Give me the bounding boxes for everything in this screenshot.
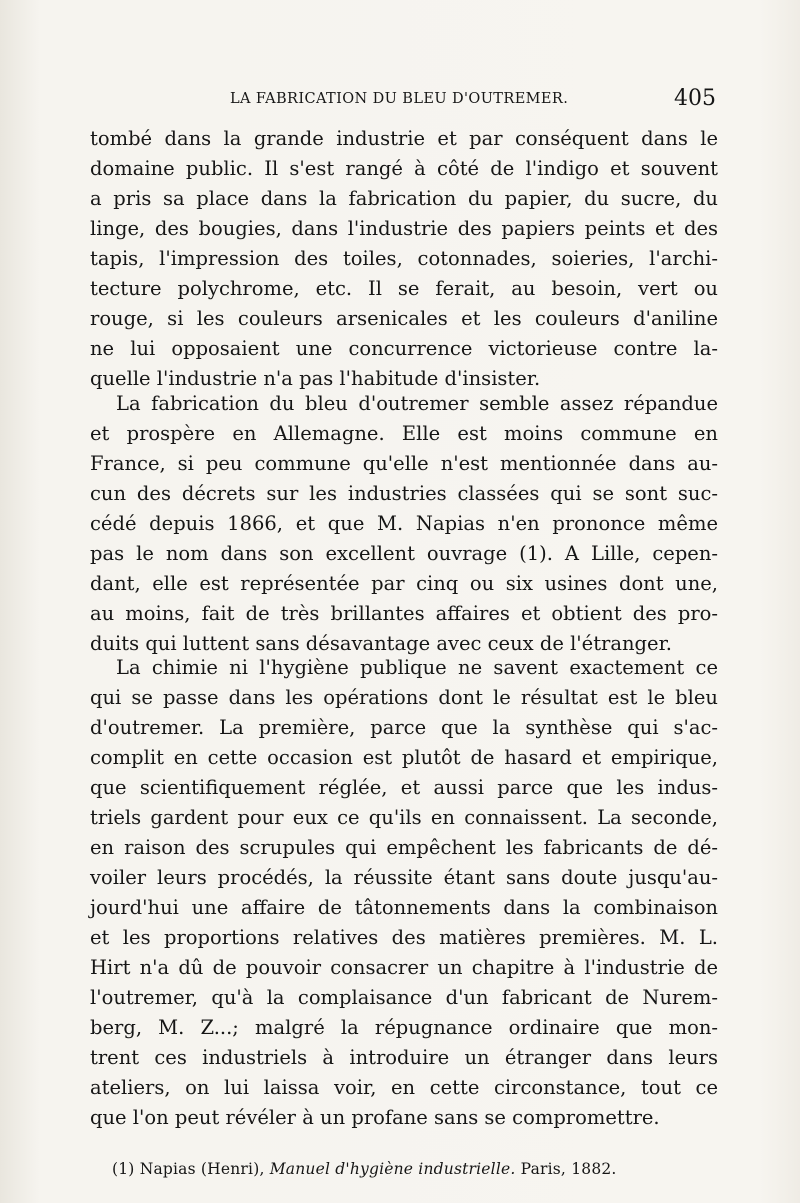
text-line: l'outremer, qu'à la complaisance d'un fabricant de Nurem- <box>90 986 718 1009</box>
text-line: tombé dans la grande industrie et par conséquent dans le <box>90 127 718 150</box>
text-line: jourd'hui une affaire de tâtonnements dans la combinaison <box>90 896 718 919</box>
text-line: berg, M. Z...; malgré la répugnance ordinaire que mon- <box>90 1016 718 1039</box>
text-line: tapis, l'impression des toiles, cotonnades, soieries, l'archi- <box>90 247 718 270</box>
text-line: pas le nom dans son excellent ouvrage (1). A Lille, cepen- <box>90 542 718 565</box>
text-line: que l'on peut révéler à un profane sans se compromettre. <box>90 1106 660 1129</box>
text-line: en raison des scrupules qui empêchent les fabricants de dé- <box>90 836 718 859</box>
text-line: ne lui opposaient une concurrence victorieuse contre la- <box>90 337 718 360</box>
text-line: rouge, si les couleurs arsenicales et les couleurs d'aniline <box>90 307 718 330</box>
page-number: 405 <box>674 86 716 111</box>
text-line: dant, elle est représentée par cinq ou six usines dont une, <box>90 572 718 595</box>
text-line: duits qui luttent sans désavantage avec ceux de l'étranger. <box>90 632 672 655</box>
text-line: tecture polychrome, etc. Il se ferait, au besoin, vert ou <box>90 277 718 300</box>
text-line: voiler leurs procédés, la réussite étant sans doute jusqu'au- <box>90 866 718 889</box>
footnote-work-title: Manuel d'hygiène industrielle. <box>269 1160 516 1178</box>
text-line: au moins, fait de très brillantes affaires et obtient des pro- <box>90 602 718 625</box>
text-line: triels gardent pour eux ce qu'ils en connaissent. La seconde, <box>90 806 718 829</box>
text-line: France, si peu commune qu'elle n'est mentionnée dans au- <box>90 452 718 475</box>
text-line: trent ces industriels à introduire un étranger dans leurs <box>90 1046 718 1069</box>
text-line: complit en cette occasion est plutôt de hasard et empirique, <box>90 746 718 769</box>
running-header: LA FABRICATION DU BLEU D'OUTREMER. <box>230 91 569 107</box>
text-line: et prospère en Allemagne. Elle est moins commune en <box>90 422 718 445</box>
paragraph-start-line: La fabrication du bleu d'outremer semble assez répandue <box>116 392 718 415</box>
text-line: d'outremer. La première, parce que la synthèse qui s'ac- <box>90 716 718 739</box>
paragraph-start-line: La chimie ni l'hygiène publique ne savent exactement ce <box>116 656 718 679</box>
text-line: linge, des bougies, dans l'industrie des papiers peints et des <box>90 217 718 240</box>
text-line: cédé depuis 1866, et que M. Napias n'en prononce même <box>90 512 718 535</box>
text-line: qui se passe dans les opérations dont le résultat est le bleu <box>90 686 718 709</box>
footnote-author: Napias (Henri), <box>139 1160 265 1178</box>
text-line: ateliers, on lui laissa voir, en cette circonstance, tout ce <box>90 1076 718 1099</box>
text-line: que scientifiquement réglée, et aussi parce que les indus- <box>90 776 718 799</box>
footnote-marker: (1) <box>112 1160 135 1178</box>
text-line: domaine public. Il s'est rangé à côté de l'indigo et souvent <box>90 157 718 180</box>
text-line: cun des décrets sur les industries classées qui se sont suc- <box>90 482 718 505</box>
text-line: a pris sa place dans la fabrication du papier, du sucre, du <box>90 187 718 210</box>
text-line: et les proportions relatives des matières premières. M. L. <box>90 926 718 949</box>
footnote <box>112 1160 617 1178</box>
text-line: Hirt n'a dû de pouvoir consacrer un chapitre à l'industrie de <box>90 956 718 979</box>
footnote-publication: Paris, 1882. <box>520 1160 617 1178</box>
text-line: quelle l'industrie n'a pas l'habitude d'insister. <box>90 367 541 390</box>
